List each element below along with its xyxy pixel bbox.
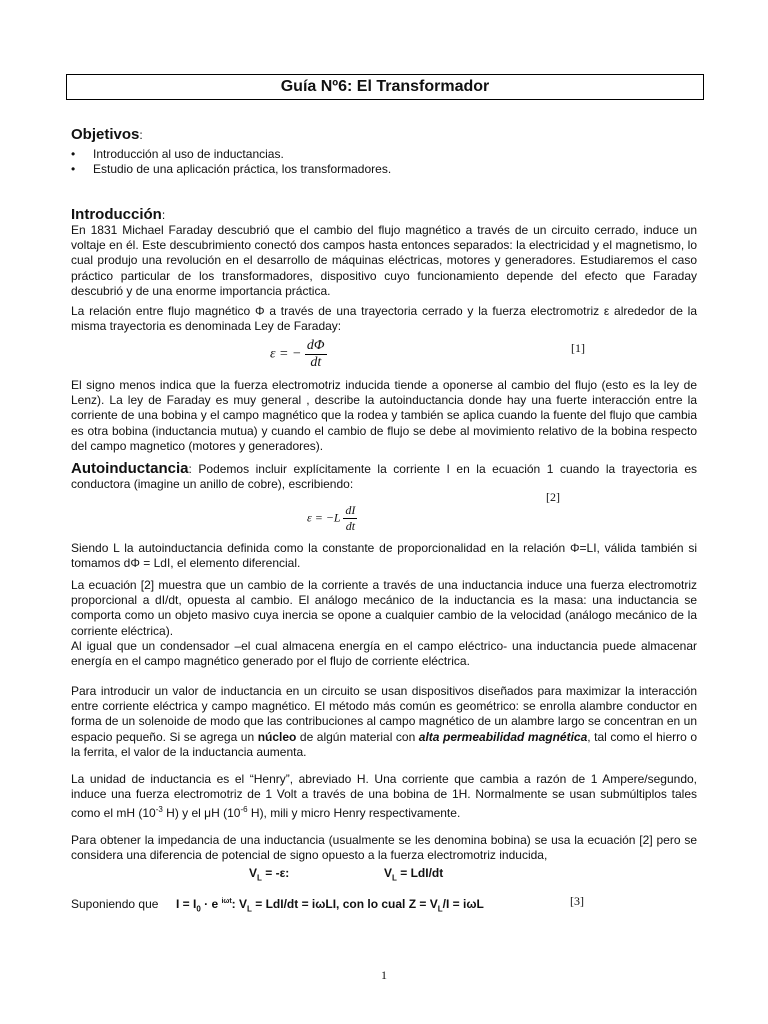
equation-vl-ldi-dt — [384, 866, 443, 882]
eq3-rest-1: : V — [231, 897, 248, 911]
eq3-i: I = I — [176, 897, 197, 911]
equation-2-numerator: dI — [345, 503, 356, 517]
objetivos-heading — [71, 126, 143, 143]
paragraph-5-text-b: de algún material con — [296, 729, 419, 744]
intro-paragraph-3: El signo menos indica que la fuerza electromotriz inducida tiende a oponerse al cambio del flujo (esto es la ley de Lenz). La ley de Faraday es muy general , describe la autoinductancia donde hay una fuerte interacción entre la corriente de una bobina y el campo magnético que la rodea y también se aplica cuando la fuente del flujo que cambia es otra bobina (inductancia mutua) y cuando el cambio de flujo se debe al movimiento relativo de la bobina respecto del campo magnetico (motores y generadores). — [71, 378, 697, 453]
objetivos-item-text: Estudio de una aplicación práctica, los transformadores. — [93, 162, 392, 176]
eq3-sub-1: L — [247, 904, 252, 914]
eq-a-rest: = -ε: — [261, 866, 290, 880]
objetivos-item-1 — [71, 147, 284, 162]
objetivos-heading-colon: : — [139, 128, 143, 142]
equation-2 — [307, 503, 357, 534]
equation-2-denominator: dt — [345, 519, 356, 533]
paragraph-5-text-c: , tal como el hierro o la ferrita, el valor de la inductancia aumenta. — [71, 729, 697, 759]
alta-permeabilidad-term: alta permeabilidad magnética — [418, 729, 588, 744]
autoinductancia-paragraph-7: Para obtener la impedancia de una inductancia (usualmente se les denomina bobina) se usa la ecuación [2] pero se considera una diferencia de potencial de signo opuesto a la fuerza electromotriz inducida, — [71, 833, 697, 863]
autoinductancia-heading: Autoinductancia — [71, 460, 189, 477]
suponiendo-label: Suponiendo que — [71, 897, 159, 911]
objetivos-heading-text: Objetivos — [71, 126, 140, 143]
equation-1 — [270, 338, 327, 371]
equation-1-lhs: ε = − — [270, 346, 302, 362]
eq3-rest-3: /I = iωL — [442, 897, 484, 911]
objetivos-item-2 — [71, 162, 391, 177]
equation-2-lhs: ε = −L — [307, 510, 341, 525]
autoinductancia-paragraph-4: Al igual que un condensador –el cual almacena energía en el campo eléctrico- una inductancia puede almacenar energía en el campo magnético generado por el flujo de corriente eléctrica. — [71, 639, 697, 669]
bullet-icon: • — [71, 162, 76, 176]
eq-a-sub: L — [257, 873, 262, 883]
equation-1-denominator: dt — [310, 355, 322, 370]
page-number: 1 — [381, 968, 387, 982]
introduccion-heading — [71, 206, 165, 223]
autoinductancia-paragraph-1 — [71, 461, 697, 492]
page-title: Guía Nº6: El Transformador — [66, 74, 704, 100]
equation-2-tag: [2] — [546, 490, 560, 504]
eq-b-rest: = LdI/dt — [396, 866, 444, 880]
paragraph-6-text-b: H) y el μH (10 — [162, 806, 241, 821]
autoinductancia-paragraph-5 — [71, 684, 697, 760]
exponent-micro: -6 — [240, 805, 248, 815]
paragraph-5-text-a: Para introducir un valor de inductancia en un circuito se usan dispositivos diseñados para maximizar la interacción entre corriente eléctrica y campo magnético. El método más común es geométrico: se enrolla alambre conductor en forma de un solenoide de modo que las contribuciones al campo magnético de un alambre largo se concentran en un espacio pequeño. Si se agrega un — [71, 684, 697, 744]
objetivos-item-text: Introducción al uso de inductancias. — [93, 147, 284, 161]
eq-b-sub: L — [392, 873, 397, 883]
eq-a-v: V — [249, 866, 258, 880]
introduccion-heading-text: Introducción — [71, 206, 162, 223]
bullet-icon: • — [71, 147, 76, 161]
equation-3 — [176, 897, 484, 913]
autoinductancia-paragraph-3: La ecuación [2] muestra que un cambio de la corriente a través de una inductancia induce una fuerza electromotriz proporcional a dI/dt, opuesta al cambio. El análogo mecánico de la inductancia es la masa: una inductancia se comporta como un objeto masivo cuya inercia se opone a cualquier cambio de la velocidad (análogo mecánico de la corriente eléctrica). — [71, 578, 697, 638]
equation-2-fraction — [343, 503, 357, 534]
eq3-i-sub: 0 — [196, 904, 201, 914]
eq3-rest-2: = LdI/dt = iωLI, con lo cual Z = V — [251, 897, 438, 911]
equation-1-tag: [1] — [571, 341, 585, 355]
equation-1-numerator: dΦ — [306, 338, 325, 353]
paragraph-6-text-c: H), mili y micro Henry respectivamente. — [247, 806, 461, 821]
equation-vl-minus-emf — [249, 866, 289, 882]
intro-paragraph-1: En 1831 Michael Faraday descubrió que el cambio del flujo magnético a través de un circuito cerrado, induce un voltaje en él. Este descubrimiento conectó dos campos hasta entonces separados: la electricidad y el magnetismo, lo cual produjo una revolución en el desarrollo de máquinas eléctricas, motores y generadores. Estudiaremos el caso práctico particular de los transformadores, dispositivo cuyo funcionamiento depende del efecto que Faraday descubrió y de una enorme importancia práctica. — [71, 223, 697, 298]
equation-3-tag: [3] — [570, 894, 584, 908]
autoinductancia-paragraph-1-text: : Podemos incluir explícitamente la corriente I en la ecuación 1 cuando la trayectoria es conductora (imagine un anillo de cobre), escribiendo: — [71, 462, 697, 492]
eq3-sub-2: L — [437, 904, 443, 914]
eq3-mid: · e — [200, 897, 222, 911]
eq3-sup: iωt — [221, 898, 232, 905]
autoinductancia-paragraph-2: Siendo L la autoinductancia definida como la constante de proporcionalidad en la relación Φ=LI, válida también si tomamos dΦ = LdI, el elemento diferencial. — [71, 541, 697, 571]
intro-paragraph-2: La relación entre flujo magnético Φ a través de una trayectoria cerrado y la fuerza electromotriz ε alrededor de la misma trayectoria es denominada Ley de Faraday: — [71, 304, 697, 334]
paragraph-6-text-a: La unidad de inductancia es el “Henry”, abreviado H. Una corriente que cambia a razón de 1 Ampere/segundo, induce una fuerza electromotriz de 1 Volt a través de una bobina de 1H. Normalmente se usan submúltiplos tales como el mH (10 — [71, 772, 697, 821]
eq-b-v: V — [384, 866, 393, 880]
autoinductancia-paragraph-6 — [71, 772, 697, 822]
introduccion-heading-colon: : — [161, 208, 166, 222]
nucleo-term: núcleo — [257, 729, 297, 744]
exponent-milli: -3 — [155, 805, 163, 815]
equation-1-fraction — [305, 338, 327, 371]
